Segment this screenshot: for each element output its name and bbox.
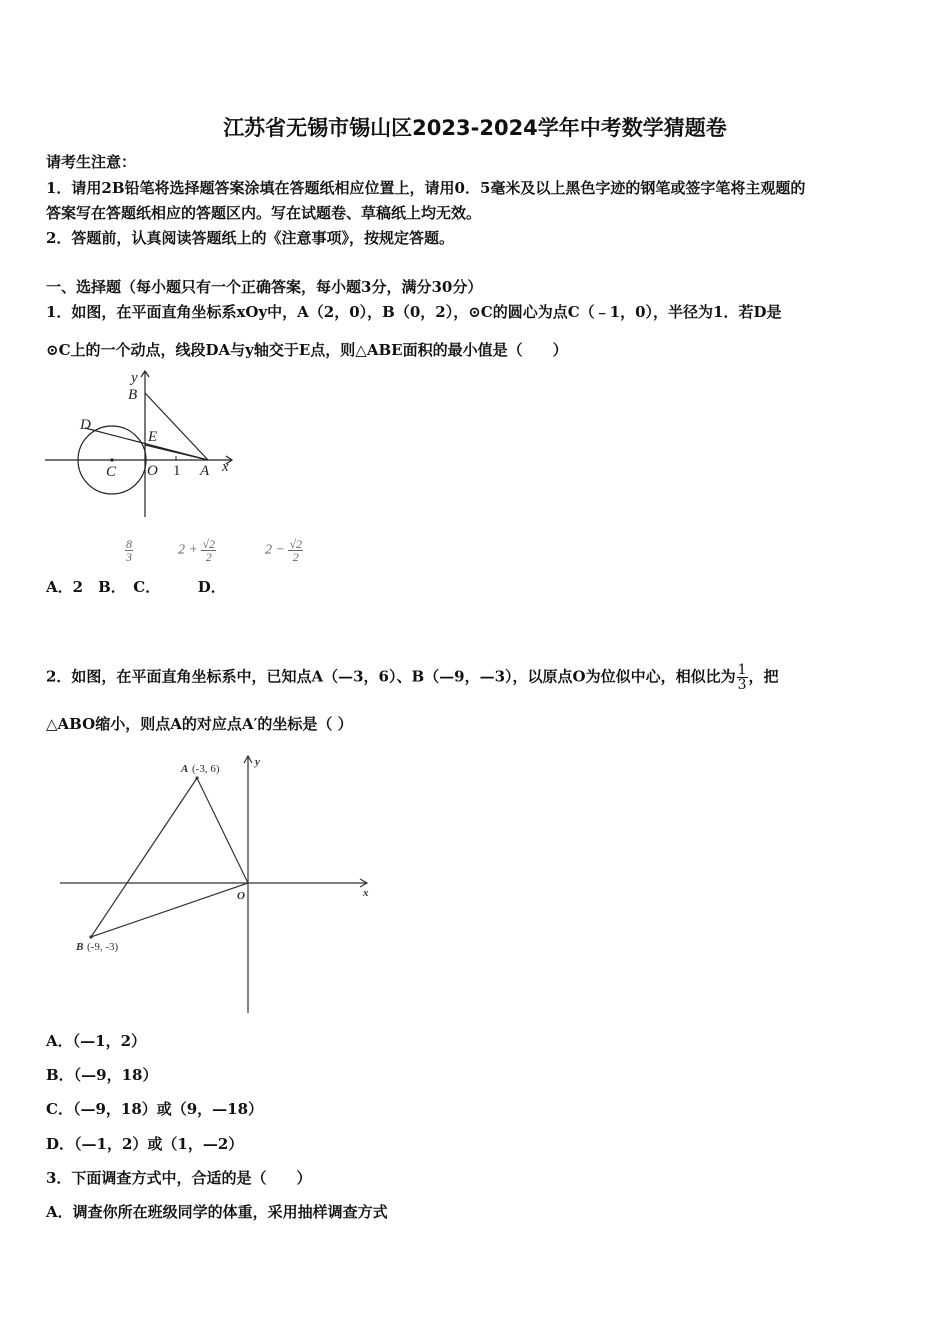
label-b: B xyxy=(128,387,138,403)
point-a xyxy=(195,776,198,779)
question-1-line-2: ⊙C上的一个动点，线段DA与y轴交于E点，则△ABE面积的最小值是（ ） xyxy=(46,341,568,359)
option-c-prefix: 2 + xyxy=(178,542,198,558)
question-1-line-1: 1．如图，在平面直角坐标系xOy中，A（2，0），B（0，2），⊙C的圆心为点C（﹣1，0），半径为1．若D是 xyxy=(46,303,782,321)
option-b-expression xyxy=(125,538,133,563)
ratio-denominator: 3 xyxy=(737,677,747,693)
question-2-figure xyxy=(55,750,385,1020)
label-y: y xyxy=(131,370,138,386)
question-2-text-b: ，把 xyxy=(748,667,779,686)
option-d-denominator: 2 xyxy=(292,550,299,564)
ratio-numerator: 1 xyxy=(737,662,747,678)
option-b-numerator: 8 xyxy=(126,537,132,551)
question-3-line-1: 3．下面调查方式中，合适的是（ ） xyxy=(46,1169,312,1187)
question-2-option-a: A．（—1，2） xyxy=(46,1032,147,1050)
label-y: y xyxy=(255,756,260,768)
question-2-line-1 xyxy=(46,663,779,692)
option-b-denominator: 3 xyxy=(126,550,132,564)
option-d-numerator: √2 xyxy=(289,537,303,551)
option-d-expression xyxy=(265,538,303,563)
triangle-abo xyxy=(91,778,248,937)
label-one: 1 xyxy=(173,463,181,479)
question-2-option-b: B．（—9，18） xyxy=(46,1066,158,1084)
option-c-numerator: √2 xyxy=(202,537,216,551)
label-a-coord: (-3, 6) xyxy=(192,763,220,775)
label-a: A xyxy=(181,763,189,775)
question-2-option-c: C．（—9，18）或（9，—18） xyxy=(46,1100,264,1118)
notice-line-3: 2．答题前，认真阅读答题纸上的《注意事项》，按规定答题。 xyxy=(46,229,454,247)
page-title: 江苏省无锡市锡山区2023-2024学年中考数学猜题卷 xyxy=(223,116,727,140)
question-1-figure xyxy=(40,365,240,525)
point-b xyxy=(89,935,92,938)
option-d-prefix: 2 − xyxy=(265,542,285,558)
label-o: O xyxy=(147,463,158,479)
label-b-coord: (-9, -3) xyxy=(87,941,119,953)
label-a: A xyxy=(200,463,210,479)
question-2-option-d: D．（—1，2）或（1，—2） xyxy=(46,1135,244,1153)
ratio-fraction xyxy=(737,663,748,692)
label-c: C xyxy=(106,464,117,480)
label-e: E xyxy=(148,429,158,445)
question-3-option-a: A．调查你所在班级同学的体重，采用抽样调查方式 xyxy=(46,1203,388,1221)
label-b: B xyxy=(76,941,84,953)
option-c-expression xyxy=(178,538,216,563)
notice-heading: 请考生注意： xyxy=(46,153,137,171)
notice-line-1: 1．请用2B铅笔将选择题答案涂填在答题纸相应位置上，请用0．5毫米及以上黑色字迹的钢笔或签字笔将主观题的 xyxy=(46,179,806,197)
label-d: D xyxy=(80,417,91,433)
question-2-text-a: 2．如图，在平面直角坐标系中，已知点A（—3，6）、B（—9，—3），以原点O为位似中心，相似比为 xyxy=(46,667,736,686)
question-2-line-2: △ABO缩小，则点A的对应点A′的坐标是（ ） xyxy=(46,715,353,733)
segment-ba xyxy=(145,393,208,460)
option-c-denominator: 2 xyxy=(205,550,212,564)
notice-line-2: 答案写在答题纸相应的答题区内。写在试题卷、草稿纸上均无效。 xyxy=(46,204,482,222)
label-o: O xyxy=(237,890,245,902)
question-1-options: A．2 B． C． D． xyxy=(46,578,226,596)
point-c xyxy=(110,458,113,461)
label-x: x xyxy=(222,459,229,475)
label-x: x xyxy=(363,887,369,899)
section-heading: 一、选择题（每小题只有一个正确答案，每小题3分，满分30分） xyxy=(46,278,483,296)
